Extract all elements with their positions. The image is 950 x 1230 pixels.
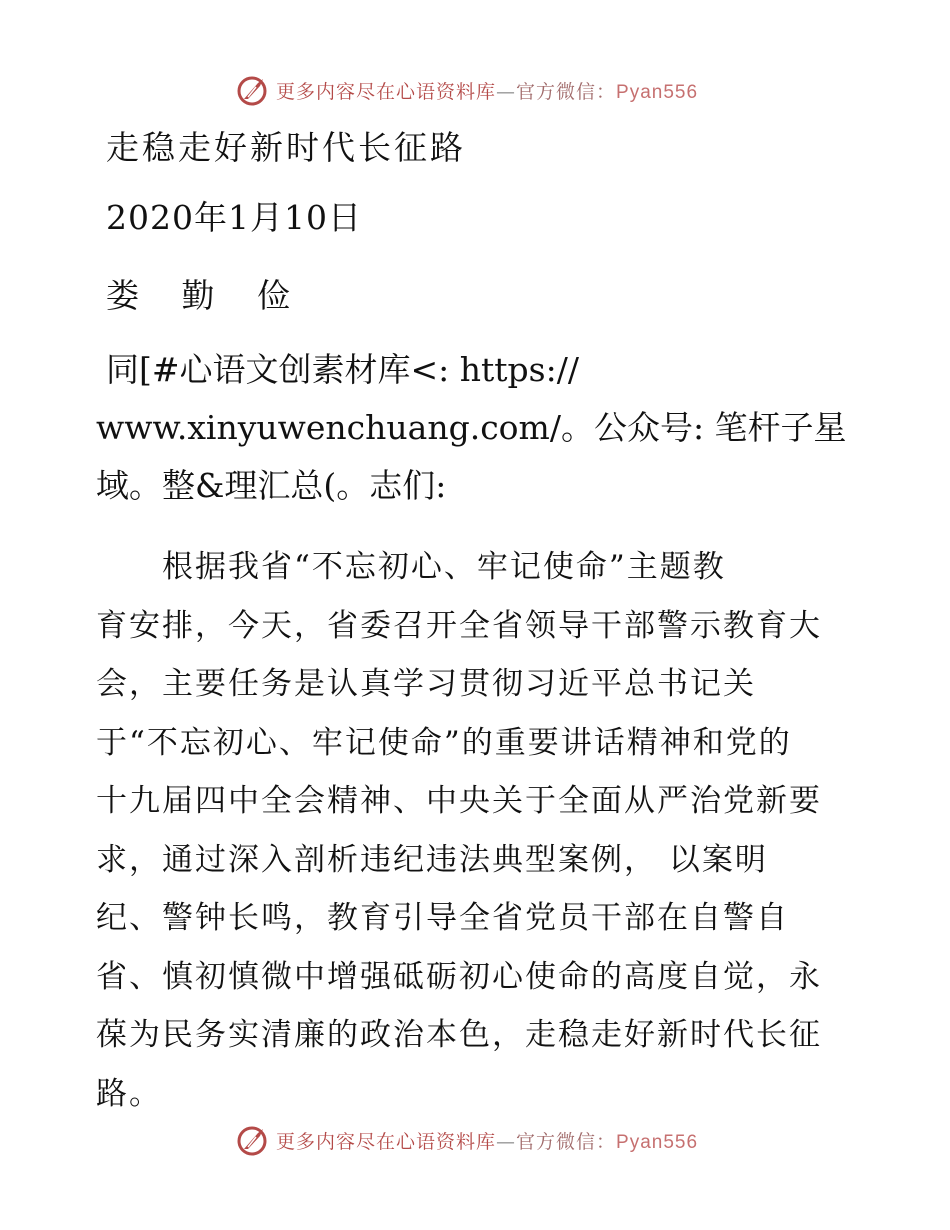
greeting-line: www.xinyuwenchuang.com/。公众号: 笔杆子星: [96, 408, 847, 447]
document-title: 走稳走好新时代长征路: [106, 128, 466, 167]
paragraph-line: 十九届四中全会精神、中央关于全面从严治党新要: [96, 783, 822, 819]
greeting-line: 同[#心语文创素材库<: https://: [106, 350, 579, 389]
paragraph-line: 育安排，今天，省委召开全省领导干部警示教育大: [96, 607, 822, 644]
quill-pen-logo-icon: [236, 1123, 270, 1157]
paragraph-line: 于“不忘初心、牢记使命”的重要讲话精神和党的: [96, 724, 792, 761]
footer-banner-text: 更多内容尽在心语资料库—官方微信：Pyan556: [276, 1130, 699, 1153]
paragraph-line: 会，主要任务是认真学习贯彻习近平总书记关: [96, 666, 756, 702]
header-banner-text: 更多内容尽在心语资料库—官方微信：Pyan556: [276, 80, 699, 103]
document-date: 2020年1月10日: [106, 198, 362, 237]
paragraph-line: 葆为民务实清廉的政治本色，走稳走好新时代长征: [96, 1017, 822, 1053]
greeting-line: 域。整&理汇总(。志们:: [96, 466, 447, 505]
document-author: 娄 勤 俭: [106, 276, 306, 315]
header-banner: [236, 72, 716, 108]
paragraph-line: 纪、警钟长鸣，教育引导全省党员干部在自警自: [96, 900, 789, 936]
paragraph-line: 求，通过深入剖析违纪违法典型案例， 以案明: [96, 841, 768, 878]
footer-banner: [236, 1122, 716, 1158]
paragraph-line: 路。: [96, 1075, 162, 1112]
body-paragraph: [96, 538, 856, 1123]
paragraph-line: 根据我省“不忘初心、牢记使命”主题教: [96, 549, 726, 585]
paragraph-line: 省、慎初慎微中增强砥砺初心使命的高度自觉，永: [96, 958, 822, 995]
quill-pen-logo-icon: [236, 73, 270, 107]
